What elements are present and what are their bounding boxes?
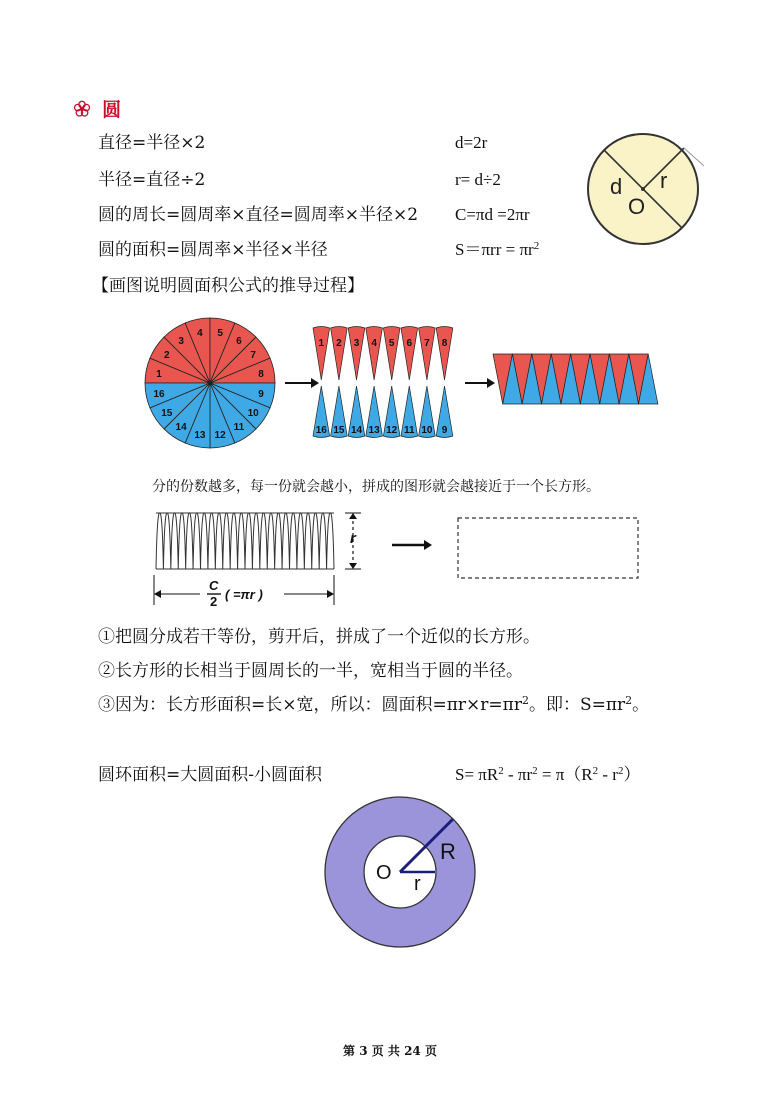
- formula-text-3: 圆的周长=圆周率×直径=圆周率×半径×2: [98, 205, 419, 225]
- sector-number: 4: [197, 328, 203, 339]
- sector-number: 5: [217, 328, 223, 339]
- wedge-top: [366, 327, 383, 381]
- sector-number: 15: [161, 407, 173, 419]
- label-r: r: [660, 168, 668, 193]
- sector-number: 7: [250, 350, 256, 362]
- formula-text-1: 直径=半径×2: [98, 133, 206, 153]
- arrow-1: [285, 378, 319, 388]
- sector-number: 3: [178, 335, 184, 347]
- wedge-number: 11: [404, 425, 415, 436]
- zigzag-figure: [148, 505, 648, 610]
- formula-text-4: 圆的面积=圆周率×半径×半径: [98, 240, 328, 260]
- zigzag-strip: [156, 513, 334, 569]
- derivation-figure: [135, 308, 665, 458]
- height-label: r: [350, 530, 356, 547]
- step-1: ①把圆分成若干等份，剪开后，拼成了一个近似的长方形。: [98, 627, 540, 647]
- center-dot: [641, 187, 645, 191]
- width-paren: ( =πr ): [225, 587, 263, 602]
- wedge-number: 5: [388, 338, 395, 349]
- wedge-top: [383, 327, 400, 381]
- sliced-circle: [145, 318, 275, 448]
- formula-math-4: $S=\pi rr = \pi r^2$: [455, 240, 540, 259]
- page-footer: 第 3 页 共 24 页: [343, 1044, 437, 1058]
- flower-icon: [73, 100, 91, 118]
- derivation-heading: 【画图说明圆面积公式的推导过程】: [92, 276, 364, 296]
- step-3: ③因为：长方形面积=长×宽，所以：圆面积$=\pi r\times r=\pi r^2$。即：$S=\pi r^2$。: [98, 694, 650, 715]
- sector-number: 9: [258, 389, 264, 401]
- wedge-number: 12: [386, 425, 398, 436]
- dashed-rectangle: [458, 518, 638, 578]
- annulus-diagram: [322, 795, 478, 951]
- label-o: O: [628, 194, 646, 219]
- wedge-number: 7: [424, 338, 430, 349]
- arrow-2: [465, 378, 495, 388]
- sector-number: 11: [233, 422, 245, 434]
- zigzag-line: [156, 513, 334, 569]
- label-d: d: [610, 174, 623, 199]
- sector-number: 12: [214, 430, 226, 441]
- wedge-number: 8: [441, 338, 448, 349]
- wedges-top-row: [313, 327, 453, 381]
- label-small-r: r: [414, 873, 421, 895]
- sector-number: 14: [175, 422, 187, 434]
- formula-text-2: 半径=直径÷2: [98, 170, 206, 190]
- annulus-text: 圆环面积=大圆面积-小圆面积: [98, 765, 322, 785]
- wedge-number: 4: [371, 338, 377, 349]
- wedges-bottom-row: [313, 386, 453, 438]
- label-o: O: [376, 862, 392, 884]
- wedge-top: [436, 327, 453, 381]
- section-header: [73, 95, 121, 122]
- sector-number: 13: [194, 430, 206, 441]
- sector-number: 10: [247, 407, 259, 419]
- sector-number: 8: [258, 368, 264, 380]
- sector-number: 6: [236, 335, 242, 347]
- wedge-number: 1: [318, 338, 325, 349]
- wedge-top: [313, 327, 330, 381]
- wedge-top: [401, 327, 418, 381]
- formula-math-1: d=2r: [455, 133, 488, 152]
- wedge-number: 2: [336, 338, 342, 349]
- wedge-top: [419, 327, 436, 381]
- wedge-number: 9: [441, 425, 448, 436]
- width-frac-den: 2: [210, 594, 218, 609]
- sector-number: 1: [156, 368, 162, 380]
- sector-number: 2: [164, 350, 170, 362]
- label-big-r: R: [440, 839, 456, 864]
- wedge-number: 15: [333, 425, 345, 436]
- sector-number: 16: [153, 389, 165, 401]
- wedge-number: 10: [421, 425, 433, 436]
- formula-math-3: C=πd =2πr: [455, 205, 530, 224]
- derivation-caption: 分的份数越多，每一份就会越小，拼成的图形就会越接近于一个长方形。: [152, 479, 600, 495]
- section-title: 圆: [102, 99, 122, 121]
- wedge-number: 14: [350, 425, 363, 436]
- wedge-top: [348, 327, 365, 381]
- wedge-number: 16: [315, 425, 327, 436]
- arrow-3: [392, 540, 432, 550]
- wedge-top: [331, 327, 348, 381]
- wedge-number: 13: [368, 425, 380, 436]
- annulus-formula: $S= \pi R^2 - \pi r^2 = \pi(R^2 - r^2)$: [455, 765, 641, 784]
- wedge-number: 3: [353, 338, 360, 349]
- step-2: ②长方形的长相当于圆周长的一半，宽相当于圆的半径。: [98, 661, 523, 681]
- width-frac-num: C: [209, 578, 219, 593]
- circle-diagram: [580, 130, 710, 252]
- formula-math-2: r= d÷2: [455, 170, 501, 189]
- rearranged-shape: [493, 354, 658, 404]
- wedge-number: 6: [406, 338, 413, 349]
